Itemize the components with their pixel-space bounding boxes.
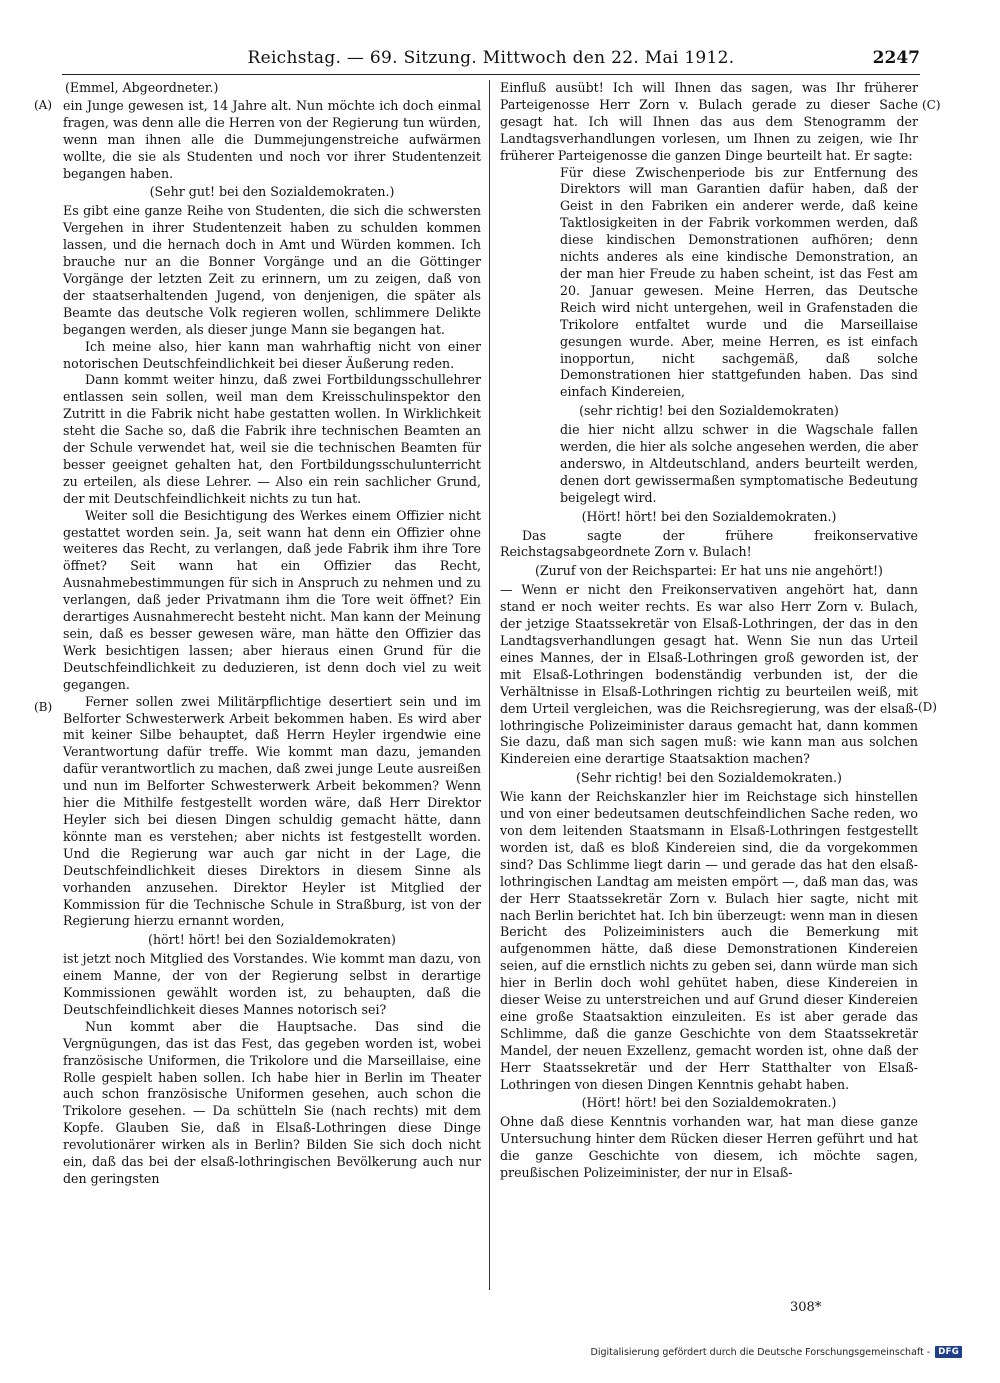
interjection: (hört! hört! bei den Sozialdemokraten) [148, 932, 396, 948]
margin-marker-c: (C) [922, 98, 941, 112]
interjection: (Hört! hört! bei den Sozialdemokraten.) [581, 508, 837, 524]
dfg-logo: DFG [935, 1346, 962, 1358]
interjection: (sehr richtig! bei den Sozialdemokraten) [579, 403, 839, 419]
paragraph: ein Junge gewesen ist, 14 Jahre alt. Nun möchte ich doch einmal fragen, was denn alle die Herren von der Regierung tun würden, wenn man ihnen alle die Dummejungenstreiche aufwärmen wollte, die sie als Studenten und noch vor ihrer Studentenzeit begangen haben. [63, 97, 481, 181]
left-column [63, 80, 481, 1188]
right-column [500, 80, 918, 1182]
paragraph: Weiter soll die Besichtigung des Werkes einem Offizier nicht gestattet worden sein. Ja, seit wann hat denn ein Offizier ohne weiteres das Recht, zu verlangen, daß jede Fabrik ihm ihre Tore öffnet? Seit wann hat ein Offizier das Recht, Ausnahmebestimmungen für sich in Anspruch zu nehmen und zu verlangen, daß jeder Privatmann ihm die Tore weit öffnet? Ein derartiges Ausnahmerecht besteht nicht. Man kann der Meinung sein, daß es besser gewesen wäre, man hätte den Offizier das Werk besichtigen lassen; aber hieraus einen Grund für die Deutschfeindlichkeit zu deduzieren, ist denn doch viel zu weit gegangen. [63, 507, 481, 692]
paragraph: Nun kommt aber die Hauptsache. Das sind die Vergnügungen, das ist das Fest, das gegeben worden ist, wobei französische Uniformen, die Trikolore und die Marseillaise, eine Rolle gespielt haben sollen. Ich habe hier in Berlin im Theater auch schon französische Uniformen gesehen, auch schon die Trikolore gesehen. — Da schütteln Sie (nach rechts) mit dem Kopfe. Glauben Sie, daß in Elsaß-Lothringen diese Dinge revolutionärer wirken als in Berlin? Bilden Sie sich doch nicht ein, daß das bei der elsaß-lothringischen Bevölkerung auch nur den geringsten [63, 1018, 481, 1186]
interjection: (Sehr gut! bei den Sozialdemokraten.) [149, 184, 395, 200]
interjection: (Sehr richtig! bei den Sozialdemokraten.) [576, 770, 842, 786]
paragraph: Ferner sollen zwei Militärpflichtige desertiert sein und im Belforter Schwesterwerk Arbeit bekommen haben. Es wird aber mit keiner Silbe behauptet, daß Herrn Heyler irgendwie eine Verantwortung dafür treffe. Wie kommt man dazu, jemanden dafür verantwortlich zu machen, daß zwei junge Leute ausreißen und nun im Belforter Schwesterwerk Arbeit bekommen? Wenn hier die Mithilfe festgestellt worden wäre, daß Herr Direktor Heyler sich bei diesen Dingen schuldig gemacht hätte, dann könnte man es verstehen; aber nichts ist festgestellt worden. Und die Regierung war auch gar nicht in der Lage, die Deutschfeindlichkeit dieses Direktors in diesem Sinne als vorhanden anzusehen. Direktor Heyler ist Mitglied der Kommission für die Technische Schule in Straßburg, ist von der Regierung hierzu ernannt worden, [63, 693, 481, 929]
page-header [62, 48, 920, 75]
credit-text: Digitalisierung gefördert durch die Deutsche Forschungsgemeinschaft - [590, 1346, 931, 1358]
left-column-body [63, 98, 481, 1188]
speaker-label: (Emmel, Abgeordneter.) [65, 80, 219, 95]
paragraph: Wie kann der Reichskanzler hier im Reichstage sich hinstellen und von einer bedeutsamen deutschfeindlichen Sache reden, wo von dem leitenden Staatsmann in Elsaß-Lothringen festgestellt worden ist, daß es bloß Kindereien sind, die da vorgekommen sind? Das Schlimme liegt darin — und gerade das hat den elsaß-lothringischen Landtag am meisten empört —, daß man das, was der Herr Staatssekretär Zorn v. Bulach hier sagte, nicht mit nach Berlin berichtet hat. Ich bin überzeugt: wenn man in diesen Bericht des Polizeiministers auch die Bemerkung mit aufgenommen hätte, daß diese Demonstrationen Kindereien seien, auf die ernstlich nichts zu geben sei, dann würde man sich hier in Berlin doch wohl gehütet haben, diese Kindereien in dieser Weise zu unterstreichen und auf Grund dieser Kindereien eine große Staatsaktion einzuleiten. Es ist aber gerade das Schlimme, daß die ganze Geschichte von dem Staatssekretär Mandel, der neuen Exzellenz, gemacht worden ist, ohne daß der Herr Staatssekretär und der Herr Statthalter von Elsaß-Lothringen von diesen Dingen Kenntnis gehabt haben. [500, 789, 918, 1092]
sheet-number: 308* [790, 1300, 822, 1315]
right-column-body [500, 80, 918, 1182]
paragraph: Einfluß ausübt! Ich will Ihnen das sagen, was Ihr früherer Parteigenosse Herr Zorn v. Bulach gerade zu dieser Sache gesagt hat. Ich will Ihnen das aus dem Stenogramm der Landtagsverhandlungen vorlesen, um Ihnen zu zeigen, wie Ihr früherer Parteigenosse die ganzen Dinge beurteilt hat. Er sagte: [500, 80, 918, 163]
quoted-paragraph: die hier nicht allzu schwer in die Wagschale fallen werden, die hier als solche angesehen werden, die aber anderswo, in Altdeutschland, anders beurteilt werden, denen dort gewissermaßen symptomatische Bedeutung beigelegt wird. [560, 422, 918, 505]
paragraph: Es gibt eine ganze Reihe von Studenten, die sich die schwersten Vergehen in ihrer Studentenzeit haben zu schulden kommen lassen, und die hernach doch in Amt und Würden kommen. Ich brauche nur an die Bonner Vorgänge und an die Göttinger Vorgänge der letzten Zeit zu erinnern, um zu zeigen, daß von der staatserhaltenden Jugend, von denjenigen, die später als Beamte das deutsche Volk regieren wollen, schlimmere Delikte begangen werden, als dieser junge Mann sie begangen hat. [63, 203, 481, 337]
paragraph: — Wenn er nicht den Freikonservativen angehört hat, dann stand er noch weiter rechts. Es war also Herr Zorn v. Bulach, der jetzige Staatssekretär von Elsaß-Lothringen, der das in den Landtagsverhandlungen gesagt hat. Wenn Sie nun das Urteil eines Mannes, der in Elsaß-Lothringen groß geworden ist, der mit Elsaß-Lothringen bodenständig verbunden ist, der die Verhältnisse in Elsaß-Lothringen richtig zu beurteilen weiß, mit dem Urteil vergleichen, was die Reichsregierung, was der elsaß-lothringische Polizeiminister daraus gemacht hat, dann kommen Sie dazu, daß man sich sagen muß: wie kann man aus solchen Kindereien eine derartige Staatsaktion machen? [500, 582, 918, 767]
quoted-paragraph: Für diese Zwischenperiode bis zur Entfernung des Direktors will man Garantien dafür haben, daß der Geist in den Fabriken ein anderer werde, daß keine Taktlosigkeiten in der Fabrik vorkommen werden, daß diese kindischen Demonstrationen aufhören; denn nichts anderes als eine kindische Demonstration, an der man hier Freude zu haben scheint, ist das Fest am 20. Januar gewesen. Meine Herren, das Deutsche Reich wird nicht untergehen, weil in Grafenstaden die Trikolore entfaltet wurde und die Marseillaise gesungen wurde. Aber, meine Herren, es ist einfach inopportun, nicht sachgemäß, daß solche Demonstrationen hier stattgefunden haben. Das sind einfach Kindereien, [560, 164, 918, 400]
page-number: 2247 [872, 48, 920, 68]
paragraph: Ich meine also, hier kann man wahrhaftig nicht von einer notorischen Deutschfeindlichkeit bei dieser Äußerung reden. [63, 338, 481, 371]
paragraph: Dann kommt weiter hinzu, daß zwei Fortbildungsschullehrer entlassen sein sollen, weil man dem Kreisschulinspektor den Zutritt in die Fabrik nicht habe gestatten wollen. In Wirklichkeit steht die Sache so, daß die Fabrik ihre technischen Beamten an der Schule verwendet hat, weil sie die technischen Beamten für besser geeignet gehalten hat, den Fortbildungsschulunterricht zu erteilen, als diese Lehrer. — Also ein rein sachlicher Grund, der mit Deutschfeindlichkeit nichts zu tun hat. [63, 372, 481, 506]
margin-marker-d: (D) [918, 700, 937, 714]
margin-marker-b: (B) [34, 700, 53, 714]
margin-marker-a: (A) [34, 98, 53, 112]
paragraph: ist jetzt noch Mitglied des Vorstandes. Wie kommt man dazu, von einem Manne, der von der Regierung selbst in derartige Kommissionen gewählt worden ist, zu behaupten, daß die Deutschfeindlichkeit dieses Mannes notorisch sei? [63, 951, 481, 1017]
interjection: (Hört! hört! bei den Sozialdemokraten.) [581, 1095, 837, 1111]
running-title: Reichstag. — 69. Sitzung. Mittwoch den 22. Mai 1912. [247, 48, 735, 68]
paragraph: Ohne daß diese Kenntnis vorhanden war, hat man diese ganze Untersuchung hinter dem Rücken dieser Herren geführt und hat die ganze Geschichte von diesem, ich möchte sagen, preußischen Polizeiminister, der nur in Elsaß- [500, 1114, 918, 1181]
digitization-credit [591, 1346, 963, 1358]
column-divider [489, 80, 490, 1290]
interjection: (Zuruf von der Reichspartei: Er hat uns nie angehört!) [535, 563, 883, 579]
paragraph: Das sagte der frühere freikonservative Reichstagsabgeordnete Zorn v. Bulach! [500, 527, 918, 560]
